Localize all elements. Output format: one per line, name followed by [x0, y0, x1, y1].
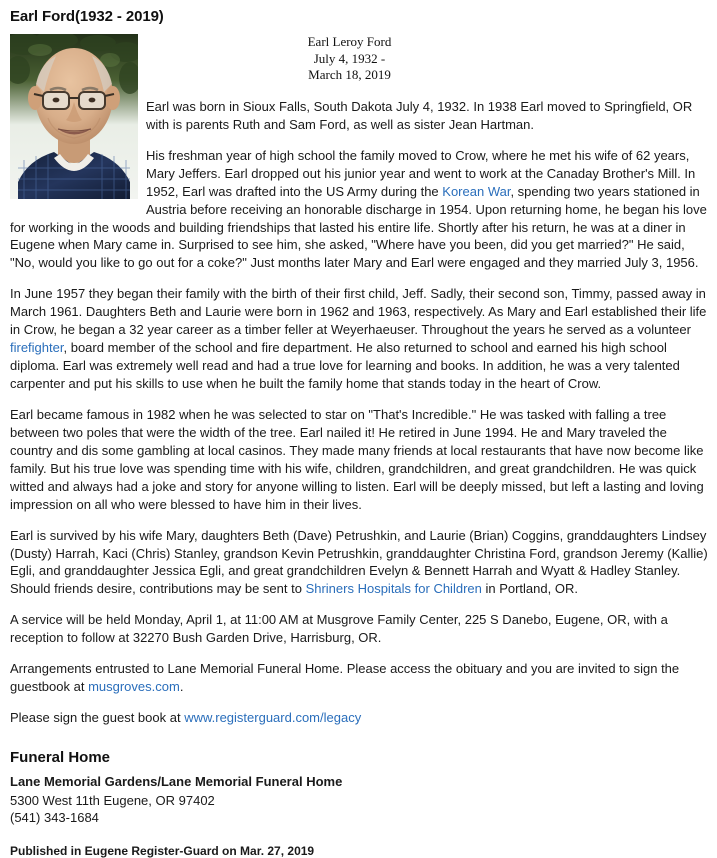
obituary-paragraph-1: Earl was born in Sioux Falls, South Dakota July 4, 1932. In 1938 Earl moved to Springfield, OR with is parents Ruth and Sam Ford, as well as sister Jean Hartman.	[146, 98, 693, 132]
arrangements-text-before: Arrangements entrusted to Lane Memorial Funeral Home. Please access the obituary and you are invited to sign the guestbook at	[10, 661, 680, 695]
arrangements-text-after: .	[179, 679, 184, 695]
deceased-full-name: Earl Leroy Ford	[307, 34, 392, 49]
funeral-home-address: 5300 West 11th Eugene, OR 97402	[10, 792, 215, 808]
published-notice: Published in Eugene Register-Guard on Mar. 27, 2019	[10, 844, 315, 858]
paragraph-2-text-after: , spending two years stationed in Austria before receiving an honorable discharge in 1954. Upon returning home, he began his love for working in the woods and building friendships that lasted his entire life. Shortly after his return, he was at a diner in Eugene when Mary came in. Surprised to see him, she asked, "Where have you been, did you get married?" He said, "No, would you like to go out for a coke?" Just months later Mary and Earl were engaged and they married July 3, 1956.	[10, 183, 707, 271]
service-details-paragraph: A service will be held Monday, April 1, at 11:00 AM at Musgrove Family Center, 225 S Danebo, Eugene, OR, with a reception to follow at 32270 Bush Garden Drive, Harrisburg, OR.	[10, 612, 668, 646]
paragraph-5-text-after: in Portland, OR.	[481, 581, 578, 597]
portrait-photo	[10, 34, 138, 199]
guest-book-text-before: Please sign the guest book at	[10, 710, 185, 726]
funeral-home-heading: Funeral Home	[10, 749, 111, 766]
guest-book-paragraph	[10, 709, 709, 727]
funeral-home-phone: (541) 343-1684	[10, 810, 99, 826]
musgroves-link[interactable]: musgroves.com	[88, 679, 180, 695]
registerguard-legacy-link[interactable]: www.registerguard.com/legacy	[184, 710, 362, 726]
paragraph-3-text-before: In June 1957 they began their family with the birth of their first child, Jeff. Sadly, their second son, Timmy, passed away in March 1961. Daughters Beth and Laurie were born in 1962 and 1963, respectively. As Mary and Earl established their life in Crow, he began a 32 year career as a timber feller at Weyerhaeuser. Throughout the years he served as a volunteer	[10, 286, 707, 338]
birth-date: July 4, 1932 -	[313, 50, 386, 66]
obituary-paragraph-5	[10, 527, 709, 599]
korean-war-link[interactable]: Korean War	[442, 183, 511, 199]
paragraph-3-text-after: , board member of the school and fire department. He also returned to school and earned his high school diploma. Earl was extremely well read and had a true love for learning and books. In addition, he was a very talented carpenter and put his skills to use when he built the family home that stands today in the heart of Crow.	[10, 340, 680, 391]
obituary-paragraph-3	[10, 285, 709, 393]
arrangements-paragraph	[10, 660, 709, 696]
paragraph-2-text-before: His freshman year of high school the family moved to Crow, where he met his wife of 62 years, Mary Jeffers. Earl dropped out his junior year and went to work at the Canaday Brother's Mill. In 1952, Earl was drafted into the US Army during the	[146, 147, 696, 199]
obituary-paragraph-4: Earl became famous in 1982 when he was selected to star on "That's Incredible." He was tasked with falling a tree between two poles that were the width of the tree. Earl nailed it! He retired in June 1994. He and Mary traveled the country and dis some gambling at local casinos. They made many friends at local restaurants that have now become like family. But his true love was spending time with his wife, children, grandchildren, and great grandchildren. He was quick witted and always had a joke and story for anyone willing to listen. Earl will be deeply missed, but left a lasting and loving impression on all who were blessed to have him in their lives.	[10, 406, 704, 512]
funeral-home-name: Lane Memorial Gardens/Lane Memorial Funeral Home	[10, 774, 343, 789]
paragraph-5-text-before: Earl is survived by his wife Mary, daughters Beth (Dave) Petrushkin, and Laurie (Brian) Coggins, granddaughters Lindsey (Dusty) Harrah, Kaci (Chris) Stanley, grandson Kevin Petrushkin, granddaughter Christina Ford, grandson Jeremy (Kallie) Egli, and granddaughter Jessica Egli, and great grandchildren Evelyn & Bennett Harrah and Wyatt & Hadley Stanley. Should friends desire, contributions may be sent to	[10, 527, 708, 597]
shriners-hospitals-link[interactable]: Shriners Hospitals for Children	[305, 581, 482, 597]
page-title: Earl Ford(1932 - 2019)	[10, 8, 164, 25]
death-date: March 18, 2019	[308, 67, 391, 83]
firefighter-link[interactable]: firefighter	[10, 340, 64, 356]
